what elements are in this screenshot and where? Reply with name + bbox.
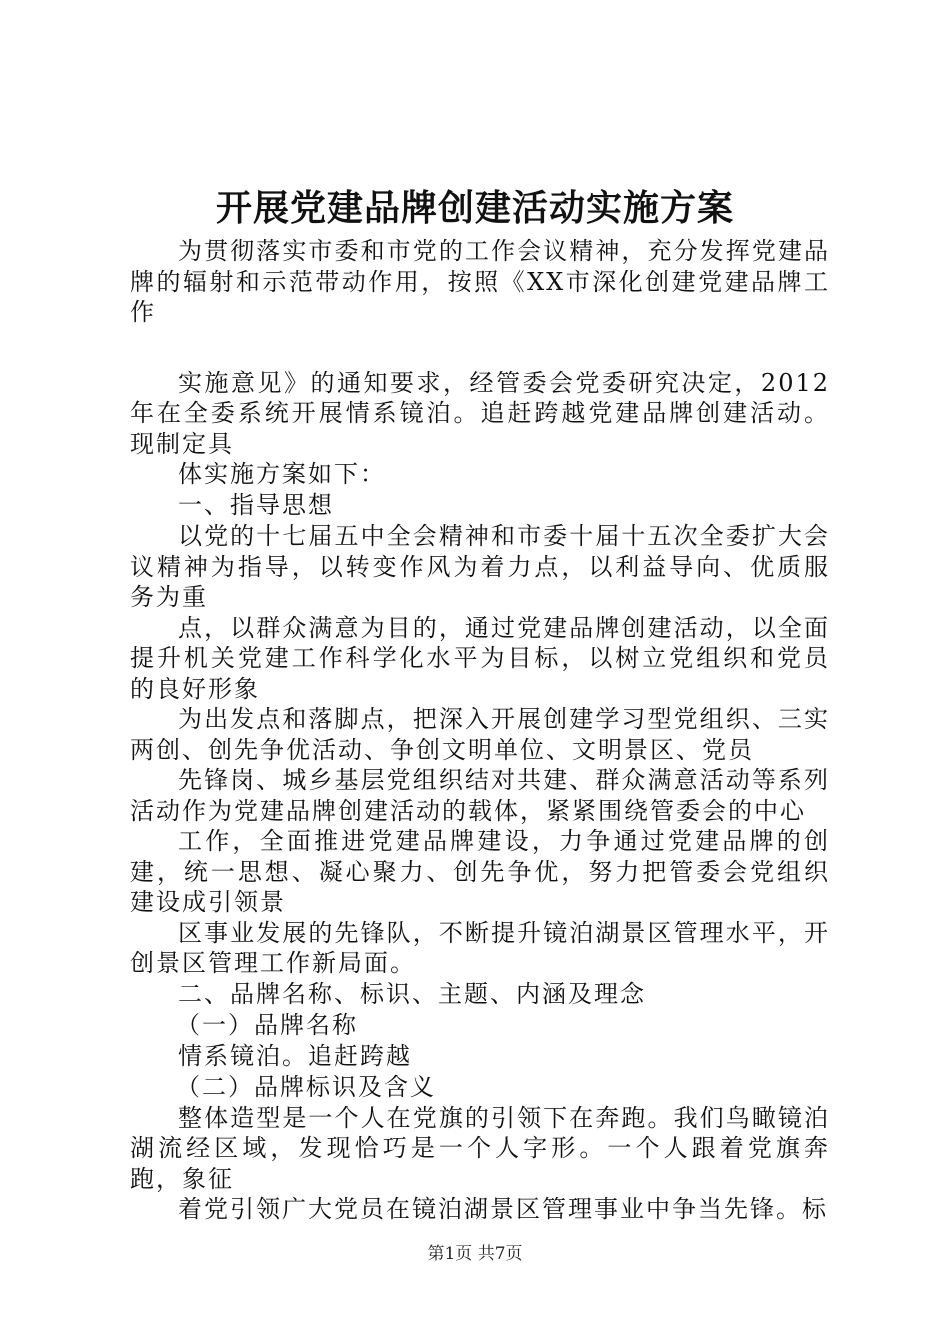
page-indicator: 第1页 共7页 — [427, 1244, 523, 1264]
document-title: 开展党建品牌创建活动实施方案 — [215, 187, 734, 229]
paragraph: 整体造型是一个人在党旗的引领下在奔跑。我们鸟瞰镜泊湖流经区域，发现恰巧是一个人字形。一个人跟着党旗奔跑，象征 — [130, 1103, 830, 1193]
paragraph: 为出发点和落脚点，把深入开展创建学习型党组织、三实两创、创先争优活动、争创文明单位、文明景区、党员 — [130, 705, 830, 764]
paragraph: 着党引领广大党员在镜泊湖景区管理事业中争当先锋。标 — [178, 1195, 828, 1223]
section-heading: 一、指导思想 — [178, 491, 334, 519]
paragraph: 以党的十七届五中全会精神和市委十届十五次全委扩大会议精神为指导，以转变作风为着力点，以利益导向、优质服务为重 — [130, 522, 830, 611]
document-body — [130, 236, 830, 1225]
paragraph: 点，以群众满意为目的，通过党建品牌创建活动，以全面提升机关党建工作科学化水平为目标，以树立党组织和党员的良好形象 — [130, 613, 830, 703]
paragraph: 工作，全面推进党建品牌建设，力争通过党建品牌的创建，统一思想、凝心聚力、创先争优，努力把管委会党组织建设成引领景 — [130, 827, 830, 916]
paragraph: 先锋岗、城乡基层党组织结对共建、群众满意活动等系列活动作为党建品牌创建活动的载体，紧紧围绕管委会的中心 — [130, 766, 830, 825]
paragraph: 体实施方案如下： — [178, 460, 386, 488]
paragraph: 区事业发展的先锋队，不断提升镜泊湖景区管理水平，开创景区管理工作新局面。 — [130, 918, 830, 977]
paragraph: 实施意见》的通知要求，经管委会党委研究决定，2012年在全委系统开展情系镜泊。追赶跨越党建品牌创建活动。现制定具 — [130, 368, 830, 458]
subsection-heading: （一）品牌名称 — [176, 1010, 358, 1039]
paragraph: 情系镜泊。追赶跨越 — [178, 1041, 412, 1070]
subsection-heading: （二）品牌标识及含义 — [176, 1072, 436, 1101]
section-heading: 二、品牌名称、标识、主题、内涵及理念 — [178, 979, 646, 1008]
paragraph: 为贯彻落实市委和市党的工作会议精神，充分发挥党建品牌的辐射和示范带动作用，按照《XX市深化创建党建品牌工作 — [130, 237, 830, 326]
